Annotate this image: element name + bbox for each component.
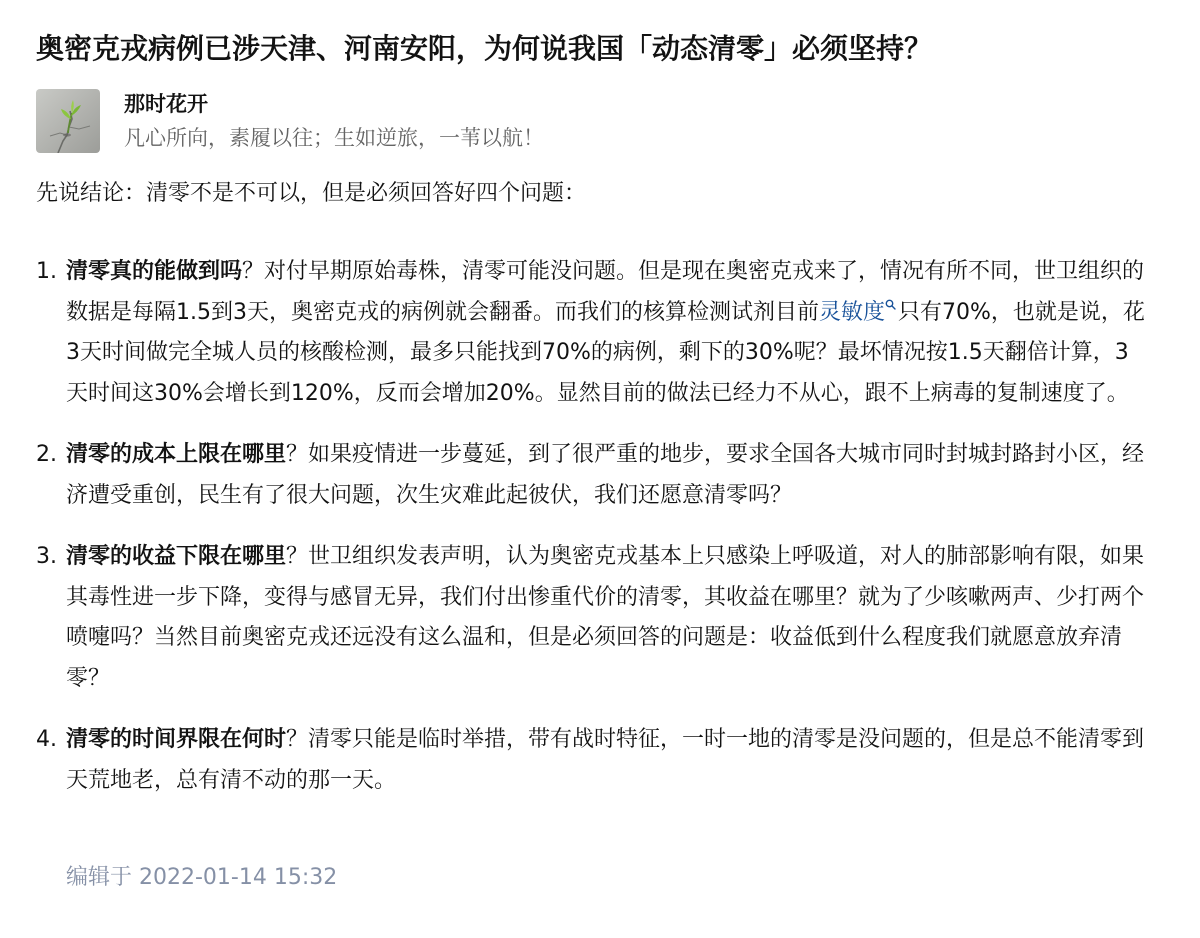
list-item-text: ？清零只能是临时举措，带有战时特征，一时一地的清零是没问题的，但是总不能清零到天荒地老，总有清不动的那一天。 (66, 727, 1145, 793)
list-item-number: 1. (36, 259, 57, 284)
list-item-text: ？如果疫情进一步蔓延，到了很严重的地步，要求全国各大城市同时封城封路封小区，经济遭受重创，民生有了很大问题，次生灾难此起彼伏，我们还愿意清零吗？ (66, 442, 1145, 508)
author-bio: 凡心所向，素履以往；生如逆旅，一苇以航！ (124, 126, 544, 150)
author-info (124, 89, 544, 153)
list-item-heading: 清零的时间界限在何时 (66, 727, 287, 752)
avatar[interactable] (36, 89, 100, 153)
list-item-heading: 清零的收益下限在哪里 (66, 544, 287, 569)
search-icon[interactable] (885, 299, 896, 310)
sprout-through-crack-icon (36, 89, 100, 153)
edit-timestamp[interactable]: 编辑于 2022-01-14 15:32 (66, 865, 338, 890)
list-item (36, 252, 1146, 414)
list-item-number: 3. (36, 544, 57, 569)
list-item-text: ？世卫组织发表声明，认为奥密克戎基本上只感染上呼吸道，对人的肺部影响有限，如果其毒性进一步下降，变得与感冒无异，我们付出惨重代价的清零，其收益在哪里？就为了少咳嗽两声、少打两个喷嚏吗？当然目前奥密克戎还远没有这么温和，但是必须回答的问题是：收益低到什么程度我们就愿意放弃清零？ (66, 544, 1145, 691)
question-title[interactable]: 奥密克戎病例已涉天津、河南安阳，为何说我国「动态清零」必须坚持？ (36, 32, 933, 65)
author-card (36, 88, 544, 154)
link-label[interactable]: 灵敏度 (819, 299, 886, 325)
lead-paragraph: 先说结论：清零不是不可以，但是必须回答好四个问题： (36, 181, 587, 206)
list-item-text: ？对付早期原始毒株，清零可能没问题。但是现在奥密克戎来了，情况有所不同，世卫组织的数据是每隔1.5到3天，奥密克戎的病例就会翻番。而我们的核算检测试剂目前 (66, 259, 1145, 325)
list-item (36, 720, 1146, 801)
question-list (36, 252, 1146, 822)
list-item-text-continued: 只有70%，也就是说，花3天时间做完全城人员的核酸检测，最多只能找到70%的病例，剩下的30%呢？最坏情况按1.5天翻倍计算，3天时间这30%会增长到120%，反而会增加20%。显然目前的做法已经力不从心，跟不上病毒的复制速度了。 (66, 299, 1145, 406)
list-item-heading: 清零真的能做到吗 (66, 259, 243, 284)
author-name[interactable]: 那时花开 (124, 92, 208, 116)
list-item (36, 435, 1146, 516)
list-item (36, 537, 1146, 699)
list-item-heading: 清零的成本上限在哪里 (66, 442, 287, 467)
list-item-number: 4. (36, 727, 57, 752)
list-item-number: 2. (36, 442, 57, 467)
sensitivity-search-link[interactable] (819, 300, 898, 325)
